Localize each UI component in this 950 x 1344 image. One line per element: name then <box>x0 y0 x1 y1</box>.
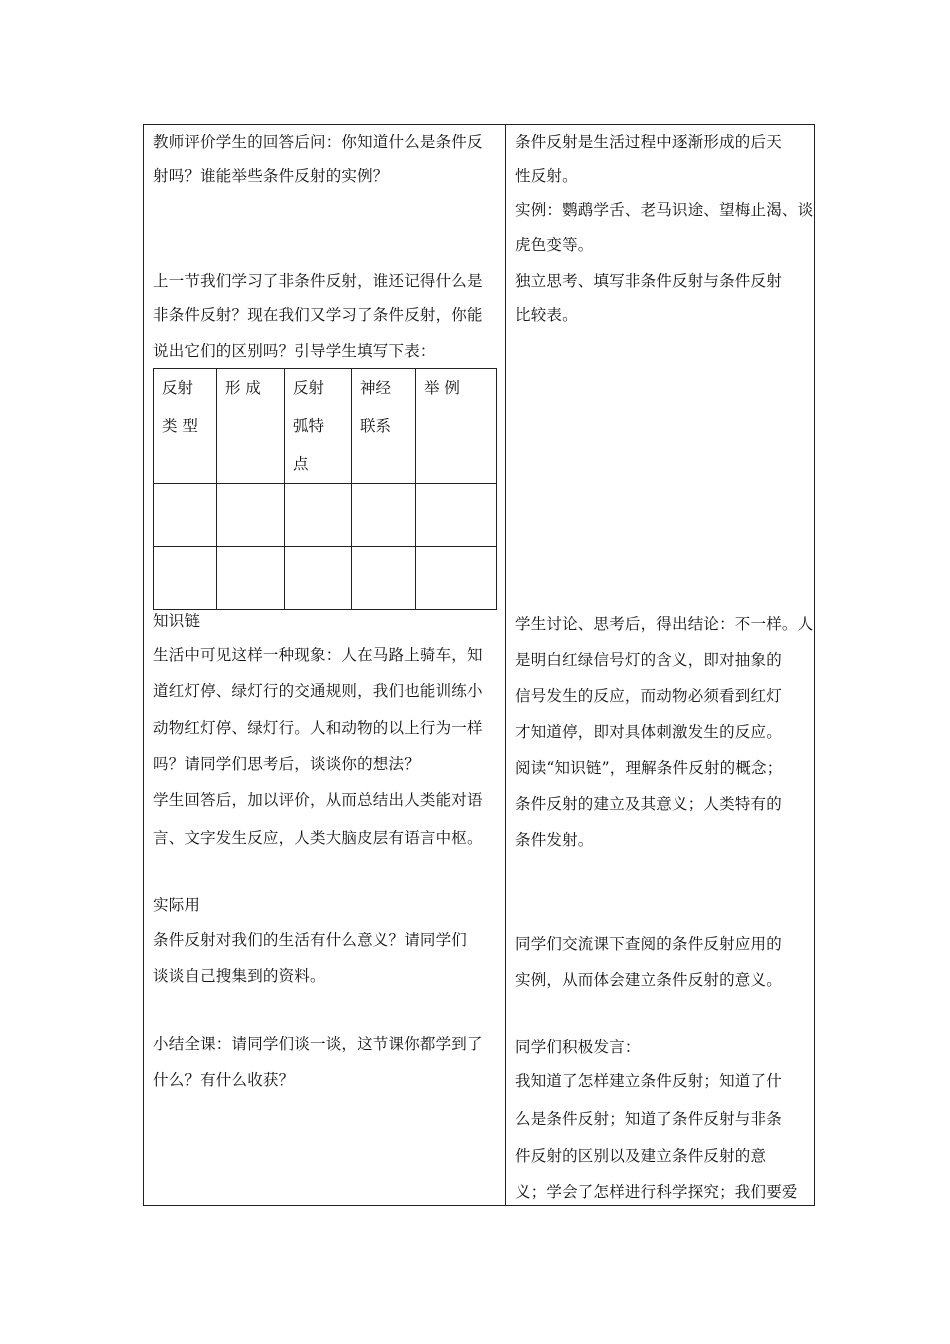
phenomenon-line-3: 动物红灯停、绿灯行。人和动物的以上行为一样 <box>153 719 483 737</box>
table-cell <box>416 484 497 547</box>
practical-use-title: 实际用 <box>153 896 201 914</box>
table-cell <box>154 547 217 610</box>
discussion-line-5: 阅读“知识链”，理解条件反射的概念； <box>515 759 783 777</box>
exchange-line-2: 实例，从而体会建立条件反射的意义。 <box>515 971 782 989</box>
column-divider <box>505 124 506 1206</box>
lesson-summary-line-2: 什么？有什么收获？ <box>153 1071 295 1089</box>
table-cell <box>217 547 285 610</box>
exchange-line-1: 同学们交流课下查阅的条件反射应用的 <box>515 935 782 953</box>
answer-line-5: 独立思考、填写非条件反射与条件反射 <box>515 272 782 290</box>
knowledge-chain-title: 知识链 <box>153 612 201 630</box>
reflection-line-4: 件反射的区别以及建立条件反射的意 <box>515 1147 767 1165</box>
review-line-2: 非条件反射？现在我们又学习了条件反射，你能 <box>153 306 483 324</box>
discussion-line-6: 条件反射的建立及其意义；人类特有的 <box>515 795 782 813</box>
header-cell: 形 成 <box>217 369 285 484</box>
reflection-line-1: 同学们积极发言： <box>515 1038 641 1056</box>
header-cell: 反射 弧特 点 <box>285 369 352 484</box>
answer-line-1: 条件反射是生活过程中逐渐形成的后天 <box>515 133 782 151</box>
table-cell <box>285 484 352 547</box>
review-line-1: 上一节我们学习了非条件反射，谁还记得什么是 <box>153 272 483 290</box>
teacher-question-line-1: 教师评价学生的回答后问：你知道什么是条件反 <box>153 133 483 151</box>
table-cell <box>352 484 416 547</box>
summary-line-1: 学生回答后，加以评价，从而总结出人类能对语 <box>153 791 483 809</box>
reflection-line-3: 么是条件反射；知道了条件反射与非条 <box>515 1110 782 1128</box>
reflex-comparison-table <box>153 368 497 610</box>
teacher-question-line-2: 射吗？谁能举些条件反射的实例？ <box>153 167 389 185</box>
table-cell <box>285 547 352 610</box>
phenomenon-line-4: 吗？请同学们思考后，谈谈你的想法？ <box>153 755 420 773</box>
header-cell: 举 例 <box>416 369 497 484</box>
phenomenon-line-1: 生活中可见这样一种现象：人在马路上骑车，知 <box>153 646 483 664</box>
summary-line-2: 言、文字发生反应，人类大脑皮层有语言中枢。 <box>153 829 483 847</box>
discussion-line-1: 学生讨论、思考后，得出结论：不一样。人 <box>515 615 814 633</box>
table-cell <box>154 484 217 547</box>
lesson-summary-line-1: 小结全课：请同学们谈一谈，这节课你都学到了 <box>153 1035 483 1053</box>
answer-line-6: 比较表。 <box>515 306 578 324</box>
table-row <box>154 547 497 610</box>
answer-line-2: 性反射。 <box>515 167 578 185</box>
discussion-line-2: 是明白红绿信号灯的含义，即对抽象的 <box>515 651 782 669</box>
discussion-line-7: 条件发射。 <box>515 831 594 849</box>
table-cell <box>217 484 285 547</box>
practical-line-1: 条件反射对我们的生活有什么意义？请同学们 <box>153 931 468 949</box>
reflection-line-5: 义；学会了怎样进行科学探究；我们要爱 <box>515 1183 798 1201</box>
review-line-3: 说出它们的区别吗？引导学生填写下表： <box>153 342 436 360</box>
header-cell: 神经 联系 <box>352 369 416 484</box>
discussion-line-4: 才知道停，即对具体刺激发生的反应。 <box>515 723 782 741</box>
header-cell: 反射 类 型 <box>154 369 217 484</box>
phenomenon-line-2: 道红灯停、绿灯行的交通规则，我们也能训练小 <box>153 682 483 700</box>
table-row <box>154 484 497 547</box>
answer-line-4: 虎色变等。 <box>515 236 594 254</box>
table-header-row <box>154 369 497 484</box>
answer-line-3: 实例：鹦鹉学舌、老马识途、望梅止渴、谈 <box>515 201 814 219</box>
practical-line-2: 谈谈自己搜集到的资料。 <box>153 967 326 985</box>
table-cell <box>352 547 416 610</box>
discussion-line-3: 信号发生的反应，而动物必须看到红灯 <box>515 687 782 705</box>
reflection-line-2: 我知道了怎样建立条件反射；知道了什 <box>515 1072 782 1090</box>
table-cell <box>416 547 497 610</box>
